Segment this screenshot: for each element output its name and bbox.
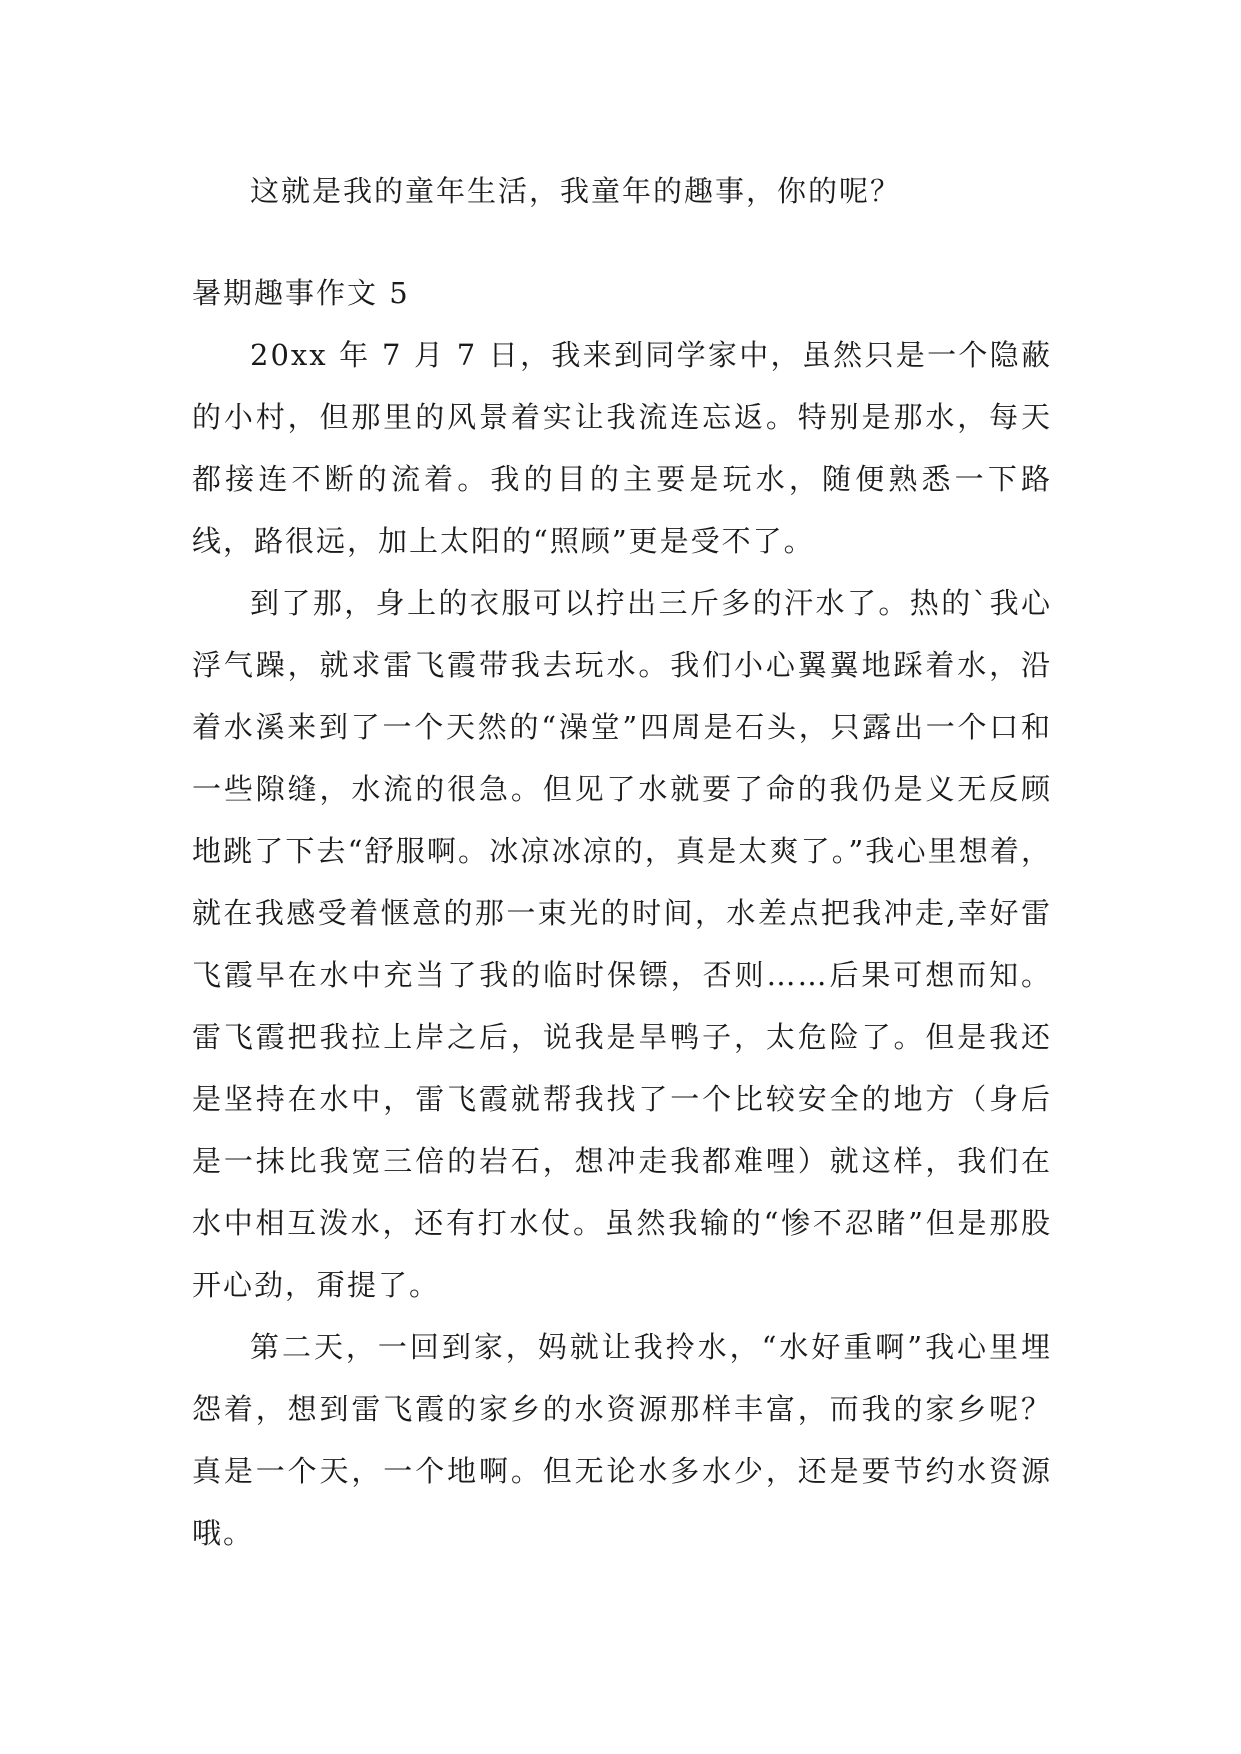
closing-line: 这就是我的童年生活，我童年的趣事，你的呢？ xyxy=(250,174,902,208)
paragraph-3: 第二天，一回到家，妈就让我拎水，“水好重啊”我心里埋怨着，想到雷飞霞的家乡的水资源那样丰富，而我的家乡呢？真是一个天，一个地啊。但无论水多水少，还是要节约水资源哦。 xyxy=(192,1330,1052,1550)
section-title: 暑期趣事作文 5 xyxy=(192,276,410,310)
document-body xyxy=(192,160,1052,1564)
paragraph-1: 20xx 年 7 月 7 日，我来到同学家中，虽然只是一个隐蔽的小村，但那里的风景着实让我流连忘返。特别是那水，每天都接连不断的流着。我的目的主要是玩水，随便熟悉一下路线，路很远，加上太阳的“照顾”更是受不了。 xyxy=(192,338,1052,558)
paragraph-2: 到了那，身上的衣服可以拧出三斤多的汗水了。热的`我心浮气躁，就求雷飞霞带我去玩水。我们小心翼翼地踩着水，沿着水溪来到了一个天然的“澡堂”四周是石头，只露出一个口和一些隙缝，水流的很急。但见了水就要了命的我仍是义无反顾地跳了下去“舒服啊。冰凉冰凉的，真是太爽了。”我心里想着，就在我感受着惬意的那一束光的时间，水差点把我冲走,幸好雷飞霞早在水中充当了我的临时保镖，否则……后果可想而知。雷飞霞把我拉上岸之后，说我是旱鸭子，太危险了。但是我还是坚持在水中，雷飞霞就帮我找了一个比较安全的地方（身后是一抹比我宽三倍的岩石，想冲走我都难哩）就这样，我们在水中相互泼水，还有打水仗。虽然我输的“惨不忍睹”但是那股开心劲，甭提了。 xyxy=(192,586,1052,1302)
